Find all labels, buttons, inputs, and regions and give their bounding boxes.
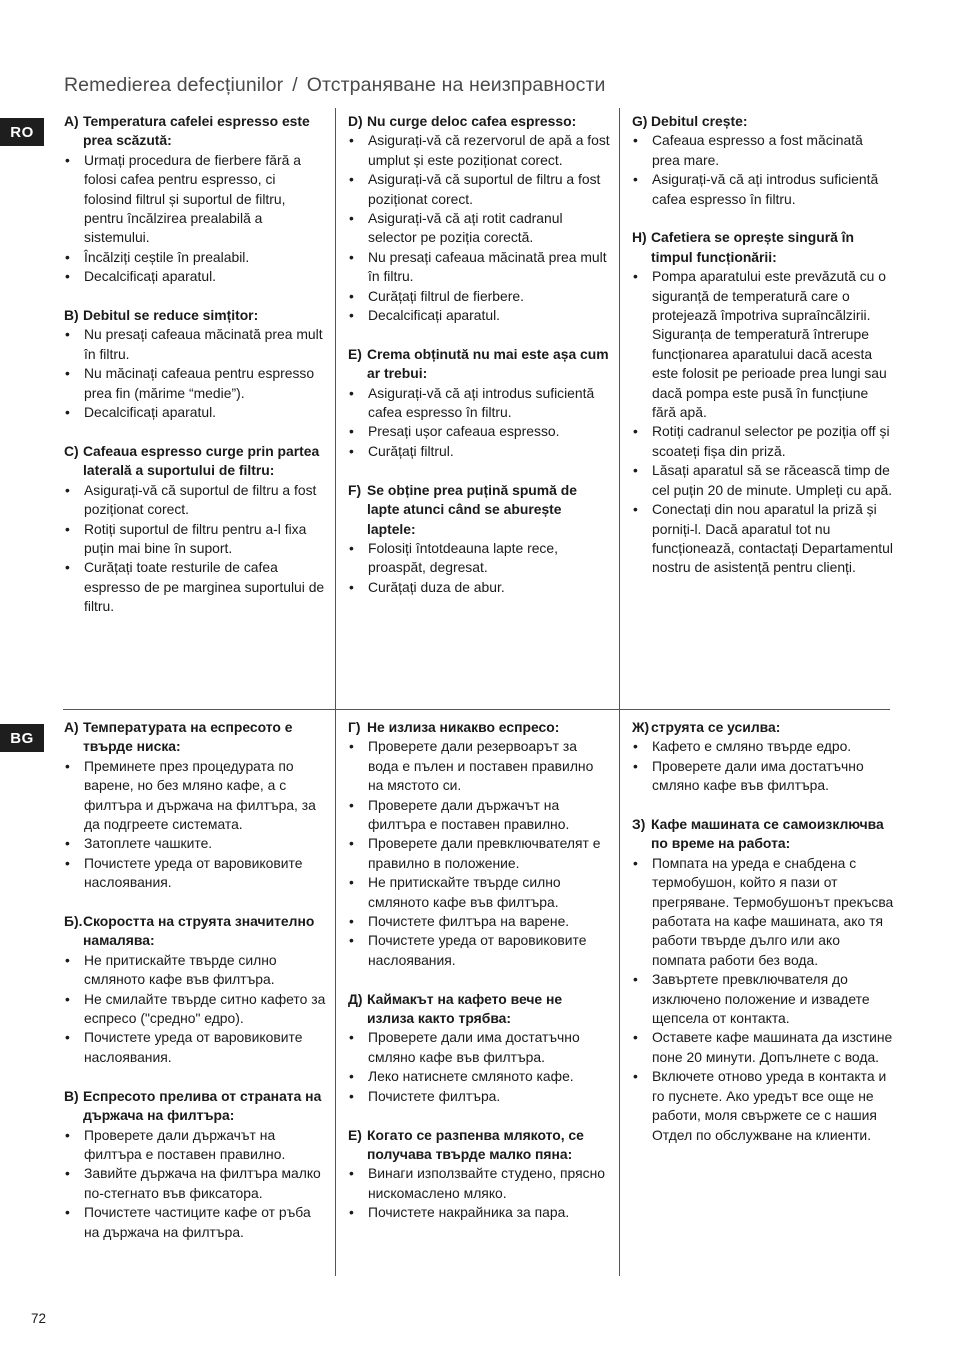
section-heading xyxy=(632,228,894,267)
list-item-text: Почистете накрайника за пара. xyxy=(368,1204,570,1221)
list-item xyxy=(348,1067,610,1086)
list-item-text: Затоплете чашките. xyxy=(84,835,213,852)
solution-list xyxy=(632,854,894,1145)
list-item xyxy=(64,481,326,520)
column-divider xyxy=(619,108,620,709)
section-heading xyxy=(632,112,894,131)
list-item-text: Decalcificați aparatul. xyxy=(84,404,217,421)
solution-list xyxy=(64,481,326,617)
section-title: Кафе машината се самоизключва по време на работа: xyxy=(651,816,884,852)
list-item-text: Не притискайте твърде силно смляното кафе във филтъра. xyxy=(368,874,561,910)
list-item xyxy=(348,1087,610,1106)
bullet-icon: • xyxy=(65,757,70,774)
bullet-icon: • xyxy=(65,990,70,1007)
solution-list xyxy=(348,131,610,325)
list-item-text: Folosiți întotdeauna lapte rece, proaspăt, degresat. xyxy=(368,539,558,576)
page-number: 72 xyxy=(31,1311,47,1326)
troubleshooting-section xyxy=(348,345,610,461)
column-divider xyxy=(335,709,336,1276)
list-item-text: Lăsați aparatul să se răcească timp de cel puțin 20 de minute. Umpleți cu apă. xyxy=(652,462,893,498)
list-item-text: Asigurați-vă că rezervorul de apă a fost umplut și este poziționat corect. xyxy=(368,132,610,168)
troubleshooting-section xyxy=(348,718,610,970)
list-item xyxy=(632,461,894,500)
list-item-text: Presați ușor cafeaua espresso. xyxy=(368,423,560,440)
list-item-text: Decalcificați aparatul. xyxy=(84,268,217,285)
list-item xyxy=(348,442,610,461)
section-heading xyxy=(64,306,326,325)
page-title-bg: Отстраняване на неизправности xyxy=(306,74,606,96)
section-heading xyxy=(348,481,610,539)
solution-list xyxy=(64,151,326,287)
list-item-text: Curățați filtrul. xyxy=(368,442,454,459)
bullet-icon: • xyxy=(65,1165,70,1182)
solution-list xyxy=(64,757,326,893)
list-item xyxy=(64,520,326,559)
troubleshooting-section xyxy=(64,306,326,422)
bullet-icon: • xyxy=(349,423,354,440)
section-heading xyxy=(64,1087,326,1126)
solution-list xyxy=(64,1126,326,1242)
section-heading xyxy=(348,1126,610,1165)
list-item xyxy=(348,131,610,170)
bullet-icon: • xyxy=(633,423,638,440)
bg-column xyxy=(632,718,894,1164)
list-item-text: Помпата на уреда е снабдена с термобушон, който я пази от прегряване. Термобушонът прекъсва работата на кафе машината, ако тя работи твърде дълго или ако помпата работи без вода. xyxy=(652,854,894,968)
list-item xyxy=(64,1203,326,1242)
list-item-text: Почистете филтъра. xyxy=(368,1087,501,1104)
list-item-text: Проверете дали има достатъчно смляно кафе във филтъра. xyxy=(652,757,864,794)
section-title: Cafetiera se oprește singură în timpul funcționării: xyxy=(651,229,855,265)
list-item-text: Pompa aparatului este prevăzută cu o siguranță de temperatură care o protejează împotriva supraîncălzirii. Siguranța de temperatură întrerupe funcționarea aparatului dacă acesta este folosit pe perioade prea lungi sau dacă pompa este pusă în funcțiune fără apă. xyxy=(652,268,887,421)
bullet-icon: • xyxy=(65,151,70,168)
list-item-text: Rotiți suportul de filtru pentru a-l fixa puțin mai bine în suport. xyxy=(84,520,307,556)
bullet-icon: • xyxy=(65,1126,70,1143)
troubleshooting-section xyxy=(348,1126,610,1223)
list-item xyxy=(64,267,326,286)
list-item-text: Не притискайте твърде силно смляното кафе във филтъра. xyxy=(84,951,277,988)
list-item-text: Завъртете превключвателя до изключено положение и извадете щепсела от контакта. xyxy=(652,971,870,1027)
list-item xyxy=(64,248,326,267)
bullet-icon: • xyxy=(633,132,638,149)
list-item-text: Проверете дали държачът на филтъра е поставен правилно. xyxy=(84,1126,286,1162)
list-item xyxy=(348,306,610,325)
solution-list xyxy=(348,737,610,970)
troubleshooting-section xyxy=(632,228,894,577)
troubleshooting-section xyxy=(632,112,894,209)
bullet-icon: • xyxy=(349,384,354,401)
section-title: Еспресото прелива от страната на държача на филтъра: xyxy=(83,1087,322,1124)
section-letter: G) xyxy=(632,113,648,129)
list-item xyxy=(632,737,894,756)
bullet-icon: • xyxy=(65,951,70,968)
bullet-icon: • xyxy=(349,132,354,149)
bullet-icon: • xyxy=(349,539,354,556)
list-item xyxy=(64,1126,326,1165)
troubleshooting-section xyxy=(632,718,894,796)
bullet-icon: • xyxy=(349,442,354,459)
list-item xyxy=(64,1028,326,1067)
list-item xyxy=(64,834,326,853)
list-item-text: Nu presați cafeaua măcinată prea mult în filtru. xyxy=(84,326,323,362)
list-item-text: Urmați procedura de fierbere fără a folosi cafea pentru espresso, ci folosind filtrul și suportul de filtru, pentru încălzirea prealabilă a sistemului. xyxy=(84,151,301,246)
troubleshooting-section xyxy=(632,815,894,1145)
ro-column xyxy=(64,112,326,636)
section-heading xyxy=(64,912,326,951)
bullet-icon: • xyxy=(349,578,354,595)
list-item-text: Леко натиснете смляното кафе. xyxy=(368,1068,574,1085)
section-title: Nu curge deloc cafea espresso: xyxy=(367,113,577,129)
solution-list xyxy=(64,325,326,422)
list-item-text: Проверете дали държачът на филтъра е поставен правилно. xyxy=(368,796,570,833)
bullet-icon: • xyxy=(633,1029,638,1046)
list-item xyxy=(632,267,894,422)
ro-column xyxy=(348,112,610,617)
list-item-text: Включете отново уреда в контакта и го пуснете. Ако уредът все още не работи, моля свържете се с нашия Отдел по обслужване на клиенти. xyxy=(652,1068,887,1143)
bullet-icon: • xyxy=(65,1204,70,1221)
list-item xyxy=(348,287,610,306)
section-heading xyxy=(632,718,894,737)
bullet-icon: • xyxy=(349,1087,354,1104)
section-title: Debitul crește: xyxy=(651,113,748,129)
list-item-text: Asigurați-vă că ați rotit cadranul selector pe poziția corectă. xyxy=(368,210,563,246)
list-item xyxy=(64,364,326,403)
list-item-text: Не смилайте твърде ситно кафето за еспресо ("средно" едро). xyxy=(84,990,326,1027)
section-letter: D) xyxy=(348,113,363,129)
section-letter: A) xyxy=(64,113,79,129)
list-item xyxy=(348,1028,610,1067)
bullet-icon: • xyxy=(349,248,354,265)
section-letter: В) xyxy=(64,1087,79,1104)
bullet-icon: • xyxy=(65,559,70,576)
list-item-text: Почистете уреда от варовиковите наслоявания. xyxy=(84,1029,303,1065)
list-item xyxy=(348,834,610,873)
language-tab-bg: BG xyxy=(0,724,44,752)
section-letter: E) xyxy=(348,345,362,362)
list-item xyxy=(64,325,326,364)
list-item-text: Asigurați-vă că ați introdus suficientă cafea espresso în filtru. xyxy=(652,171,879,207)
bullet-icon: • xyxy=(349,1204,354,1221)
section-title: Cafeaua espresso curge prin partea laterală a suportului de filtru: xyxy=(83,442,320,479)
bullet-icon: • xyxy=(349,171,354,188)
section-letter: Д) xyxy=(348,990,363,1007)
solution-list xyxy=(348,384,610,462)
section-heading xyxy=(348,345,610,384)
list-item xyxy=(348,931,610,970)
list-item xyxy=(632,422,894,461)
list-item xyxy=(64,951,326,990)
list-item xyxy=(348,170,610,209)
page-title-ro: Remedierea defecțiunilor xyxy=(64,74,284,96)
troubleshooting-section xyxy=(64,912,326,1067)
list-item xyxy=(64,1164,326,1203)
list-item-text: Проверете дали резервоарът за вода е пълен и поставен правилно на мястото си. xyxy=(368,738,594,794)
list-item xyxy=(348,912,610,931)
section-letter: F) xyxy=(348,481,362,498)
bullet-icon: • xyxy=(633,757,638,774)
section-title: Crema obținută nu mai este așa cum ar trebui: xyxy=(367,345,609,382)
solution-list xyxy=(348,1164,610,1222)
list-item-text: Проверете дали превключвателят е правилно в положение. xyxy=(368,835,601,871)
list-item xyxy=(348,384,610,423)
column-divider xyxy=(335,108,336,709)
section-title: Не излиза никакво еспресо: xyxy=(367,719,560,735)
bullet-icon: • xyxy=(633,971,638,988)
title-separator: / xyxy=(292,74,298,96)
section-heading xyxy=(348,718,610,737)
bullet-icon: • xyxy=(633,854,638,871)
bullet-icon: • xyxy=(633,171,638,188)
list-item xyxy=(632,854,894,970)
list-item xyxy=(632,170,894,209)
section-letter: З) xyxy=(632,816,646,833)
list-item xyxy=(348,248,610,287)
section-title: Se obține prea puțină spumă de lapte atunci când se aburește laptele: xyxy=(367,481,577,537)
bullet-icon: • xyxy=(349,1029,354,1046)
bullet-icon: • xyxy=(349,738,354,755)
list-item-text: Nu măcinați cafeaua pentru espresso prea fin (mărime “medie”). xyxy=(84,365,315,401)
list-item xyxy=(632,1067,894,1145)
solution-list xyxy=(632,267,894,578)
list-item-text: Cafeaua espresso a fost măcinată prea mare. xyxy=(652,132,863,168)
list-item-text: Почистете уреда от варовиковите наслоявания. xyxy=(368,932,587,968)
bullet-icon: • xyxy=(349,1068,354,1085)
list-item-text: Nu presați cafeaua măcinată prea mult în filtru. xyxy=(368,248,607,285)
bullet-icon: • xyxy=(65,481,70,498)
bullet-icon: • xyxy=(349,210,354,227)
section-title: Скоростта на струята значително намалява: xyxy=(83,913,315,949)
bullet-icon: • xyxy=(349,932,354,949)
list-item xyxy=(348,578,610,597)
list-item-text: Asigurați-vă că suportul de filtru a fost poziționat corect. xyxy=(368,171,601,207)
bullet-icon: • xyxy=(349,796,354,813)
bullet-icon: • xyxy=(633,738,638,755)
section-heading xyxy=(632,815,894,854)
list-item xyxy=(348,873,610,912)
list-item-text: Asigurați-vă că ați introdus suficientă cafea espresso în filtru. xyxy=(368,384,595,421)
list-item xyxy=(348,1164,610,1203)
section-heading xyxy=(348,112,610,131)
list-item xyxy=(632,970,894,1028)
bullet-icon: • xyxy=(65,326,70,343)
section-divider xyxy=(63,709,890,710)
list-item-text: Conectați din nou aparatul la priză și porniți-l. Dacă aparatul tot nu funcționează, contactați Departamentul nostru de asistență pentru clienți. xyxy=(652,501,893,576)
language-tab-ro: RO xyxy=(0,118,44,146)
bullet-icon: • xyxy=(65,268,70,285)
section-letter: Г) xyxy=(348,719,361,735)
list-item xyxy=(64,151,326,248)
bullet-icon: • xyxy=(349,287,354,304)
bullet-icon: • xyxy=(633,268,638,285)
section-heading xyxy=(64,718,326,757)
section-title: Каймакът на кафето вече не излиза както трябва: xyxy=(367,990,563,1027)
bullet-icon: • xyxy=(633,1068,638,1085)
list-item xyxy=(632,757,894,796)
solution-list xyxy=(348,539,610,597)
list-item-text: Rotiți cadranul selector pe poziția off și scoateți fișa din priză. xyxy=(652,423,890,459)
bullet-icon: • xyxy=(633,462,638,479)
section-title: Температурата на еспресото е твърде ниска: xyxy=(83,719,293,755)
list-item-text: Curățați toate resturile de cafea espresso de pe marginea suportului de filtru. xyxy=(84,559,325,615)
list-item-text: Почистете частиците кафе от ръба на държача на филтъра. xyxy=(84,1204,311,1240)
list-item-text: Curățați duza de abur. xyxy=(368,578,505,595)
bullet-icon: • xyxy=(65,835,70,852)
solution-list xyxy=(348,1028,610,1106)
page-title xyxy=(64,74,606,97)
list-item xyxy=(64,403,326,422)
bullet-icon: • xyxy=(65,520,70,537)
bullet-icon: • xyxy=(349,835,354,852)
troubleshooting-section xyxy=(64,1087,326,1242)
bullet-icon: • xyxy=(349,307,354,324)
list-item-text: Asigurați-vă că suportul de filtru a fost poziționat corect. xyxy=(84,481,317,518)
section-heading xyxy=(64,442,326,481)
section-heading xyxy=(64,112,326,151)
list-item-text: Кафето е смляно твърде едро. xyxy=(652,738,852,755)
bg-column xyxy=(64,718,326,1261)
section-letter: A) xyxy=(64,719,79,735)
list-item xyxy=(348,1203,610,1222)
bg-column xyxy=(348,718,610,1242)
bullet-icon: • xyxy=(633,501,638,518)
bullet-icon: • xyxy=(65,248,70,265)
troubleshooting-section xyxy=(348,990,610,1106)
bullet-icon: • xyxy=(349,874,354,891)
solution-list xyxy=(632,131,894,209)
list-item xyxy=(348,737,610,795)
list-item-text: Încălziți ceștile în prealabil. xyxy=(84,248,250,265)
troubleshooting-section xyxy=(64,718,326,893)
section-letter: H) xyxy=(632,229,647,246)
bullet-icon: • xyxy=(349,913,354,930)
list-item-text: Почистете уреда от варовиковите наслоявания. xyxy=(84,854,303,891)
list-item-text: Завийте държача на филтъра малко по-стегнато във фиксатора. xyxy=(84,1165,321,1201)
list-item-text: Проверете дали има достатъчно смляно кафе във филтъра. xyxy=(368,1029,580,1065)
ro-column xyxy=(632,112,894,597)
list-item-text: Почистете филтъра на варене. xyxy=(368,913,570,930)
section-title: Temperatura cafelei espresso este prea scăzută: xyxy=(83,113,310,149)
section-title: струята се усилва: xyxy=(651,719,781,735)
list-item xyxy=(632,500,894,578)
list-item xyxy=(348,539,610,578)
troubleshooting-section xyxy=(64,442,326,617)
column-divider xyxy=(619,709,620,1276)
bullet-icon: • xyxy=(349,1165,354,1182)
list-item xyxy=(632,1028,894,1067)
list-item-text: Винаги използвайте студено, прясно нискомаслено мляко. xyxy=(368,1165,605,1201)
list-item xyxy=(348,422,610,441)
list-item-text: Преминете през процедурата по варене, но без мляно кафе, а с филтъра и държача на филтъра, за да подгреете системата. xyxy=(84,757,316,833)
section-letter: Ж) xyxy=(632,719,650,735)
list-item xyxy=(348,796,610,835)
list-item-text: Decalcificați aparatul. xyxy=(368,307,501,324)
section-letter: Е) xyxy=(348,1126,362,1143)
list-item xyxy=(632,131,894,170)
troubleshooting-section xyxy=(348,481,610,597)
section-heading xyxy=(348,990,610,1029)
bullet-icon: • xyxy=(65,1029,70,1046)
list-item xyxy=(64,558,326,616)
solution-list xyxy=(64,951,326,1067)
bullet-icon: • xyxy=(65,365,70,382)
section-title: Debitul se reduce simțitor: xyxy=(83,307,259,324)
section-letter: B) xyxy=(64,307,79,324)
list-item-text: Curățați filtrul de fierbere. xyxy=(368,287,524,304)
list-item xyxy=(64,990,326,1029)
list-item-text: Оставете кафе машината да изстине поне 20 минути. Допълнете с вода. xyxy=(652,1029,893,1065)
list-item xyxy=(64,854,326,893)
list-item xyxy=(64,757,326,835)
troubleshooting-section xyxy=(348,112,610,325)
section-letter: C) xyxy=(64,442,79,459)
section-title: Когато се разпенва млякото, се получава твърде малко пяна: xyxy=(367,1126,584,1162)
list-item xyxy=(348,209,610,248)
section-letter: Б). xyxy=(64,913,83,930)
solution-list xyxy=(632,737,894,795)
bullet-icon: • xyxy=(65,854,70,871)
troubleshooting-section xyxy=(64,112,326,287)
bullet-icon: • xyxy=(65,404,70,421)
